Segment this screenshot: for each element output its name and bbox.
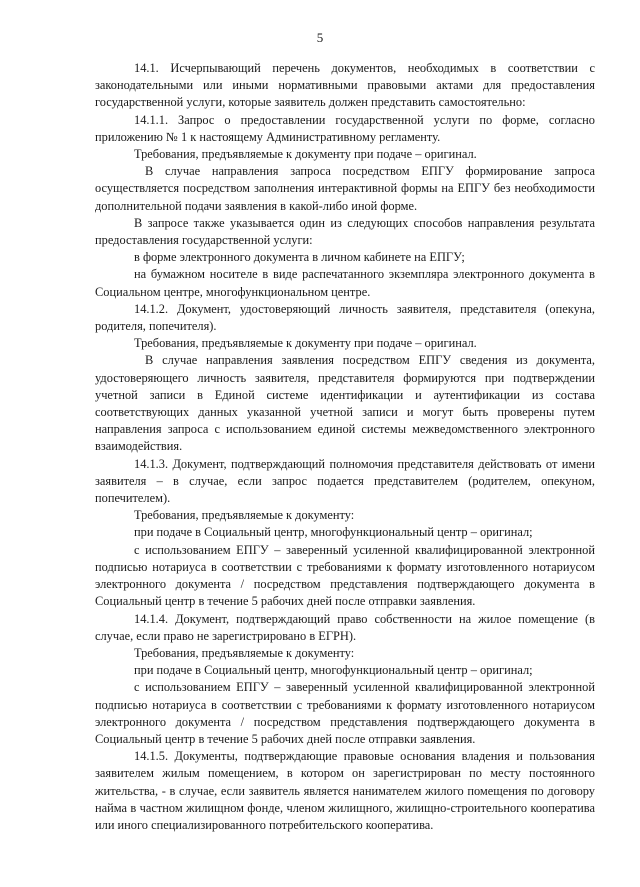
paragraph-14-1: 14.1. Исчерпывающий перечень документов, необходимых в соответствии с законодательными или иными нормативными правовыми актами для предоставления государственной услуги, которые заявитель должен представить самостоятельно: <box>95 61 595 110</box>
paragraph-14-1-3: 14.1.3. Документ, подтверждающий полномочия представителя действовать от имени заявителя – в случае, если запрос подается представителем (родителем, опекуном, попечителем). <box>95 456 595 506</box>
paragraph-epgu-request: В случае направления запроса посредством ЕПГУ формирование запроса осуществляется посредством заполнения интерактивной формы на ЕПГУ без необходимости дополнительной подачи заявления в какой-либо иной форме. <box>95 164 595 213</box>
paragraph-result-methods: В запросе также указывается один из следующих способов направления результата предоставления государственной услуги: <box>95 215 595 248</box>
paragraph-identity-epgu: В случае направления заявления посредством ЕПГУ сведения из документа, удостоверяющего личность заявителя, представителя формируются при подтверждении учетной записи в Единой системе идентификации и аутентификации из состава соответствующих данных указанной учетной записи и могут быть проверены путем направления запроса с использованием единой системы межведомственного электронного взаимодействия. <box>95 353 595 454</box>
paragraph-paper-form: на бумажном носителе в виде распечатанного экземпляра электронного документа в Социальном центре, многофункциональном центре. <box>95 267 595 299</box>
paragraph-requirements: Требования, предъявляемые к документу: <box>134 645 355 660</box>
paragraph-requirements: Требования, предъявляемые к документу при подаче – оригинал. <box>134 336 477 351</box>
paragraph-14-1-4: 14.1.4. Документ, подтверждающий право собственности на жилое помещение (в случае, если право не зарегистрировано в ЕГРН). <box>95 611 595 643</box>
paragraph-electronic-form: в форме электронного документа в личном кабинете на ЕПГУ; <box>134 250 465 265</box>
paragraph-requirements: Требования, предъявляемые к документу: <box>134 508 355 523</box>
paragraph-epgu-signature: с использованием ЕПГУ – заверенный усиленной квалифицированной электронной подписью нотариуса в соответствии с требованиями к формату изготовленного нотариусом электронного документа / посредством представления подтверждающего документа в Социальный центр в течение 5 рабочих дней после отправки заявления. <box>95 542 595 609</box>
paragraph-14-1-1: 14.1.1. Запрос о предоставлении государственной услуги по форме, согласно приложению № 1 к настоящему Административному регламенту. <box>95 112 595 144</box>
page-number: 5 <box>316 30 324 45</box>
paragraph-requirements: Требования, предъявляемые к документу при подаче – оригинал. <box>134 147 477 162</box>
paragraph-14-1-2: 14.1.2. Документ, удостоверяющий личность заявителя, представителя (опекуна, родителя, попечителя). <box>95 301 595 334</box>
paragraph-14-1-5: 14.1.5. Документы, подтверждающие правовые основания владения и пользования заявителем жилым помещением, в котором он зарегистрирован по месту постоянного жительства, - в случае, если заявитель является нанимателем жилого помещения по договору найма в частном жилищном фонде, членом жилищного, жилищно-строительного кооператива или иного специализированного потребительского кооператива. <box>95 749 595 832</box>
paragraph-submission-original: при подаче в Социальный центр, многофункциональный центр – оригинал; <box>134 663 533 678</box>
paragraph-epgu-signature: с использованием ЕПГУ – заверенный усиленной квалифицированной электронной подписью нотариуса в соответствии с требованиями к формату изготовленного нотариусом электронного документа / посредством представления подтверждающего документа в Социальный центр в течение 5 рабочих дней после отправки заявления. <box>95 680 595 746</box>
document-body <box>95 60 595 834</box>
paragraph-submission-original: при подаче в Социальный центр, многофункциональный центр – оригинал; <box>134 525 533 540</box>
